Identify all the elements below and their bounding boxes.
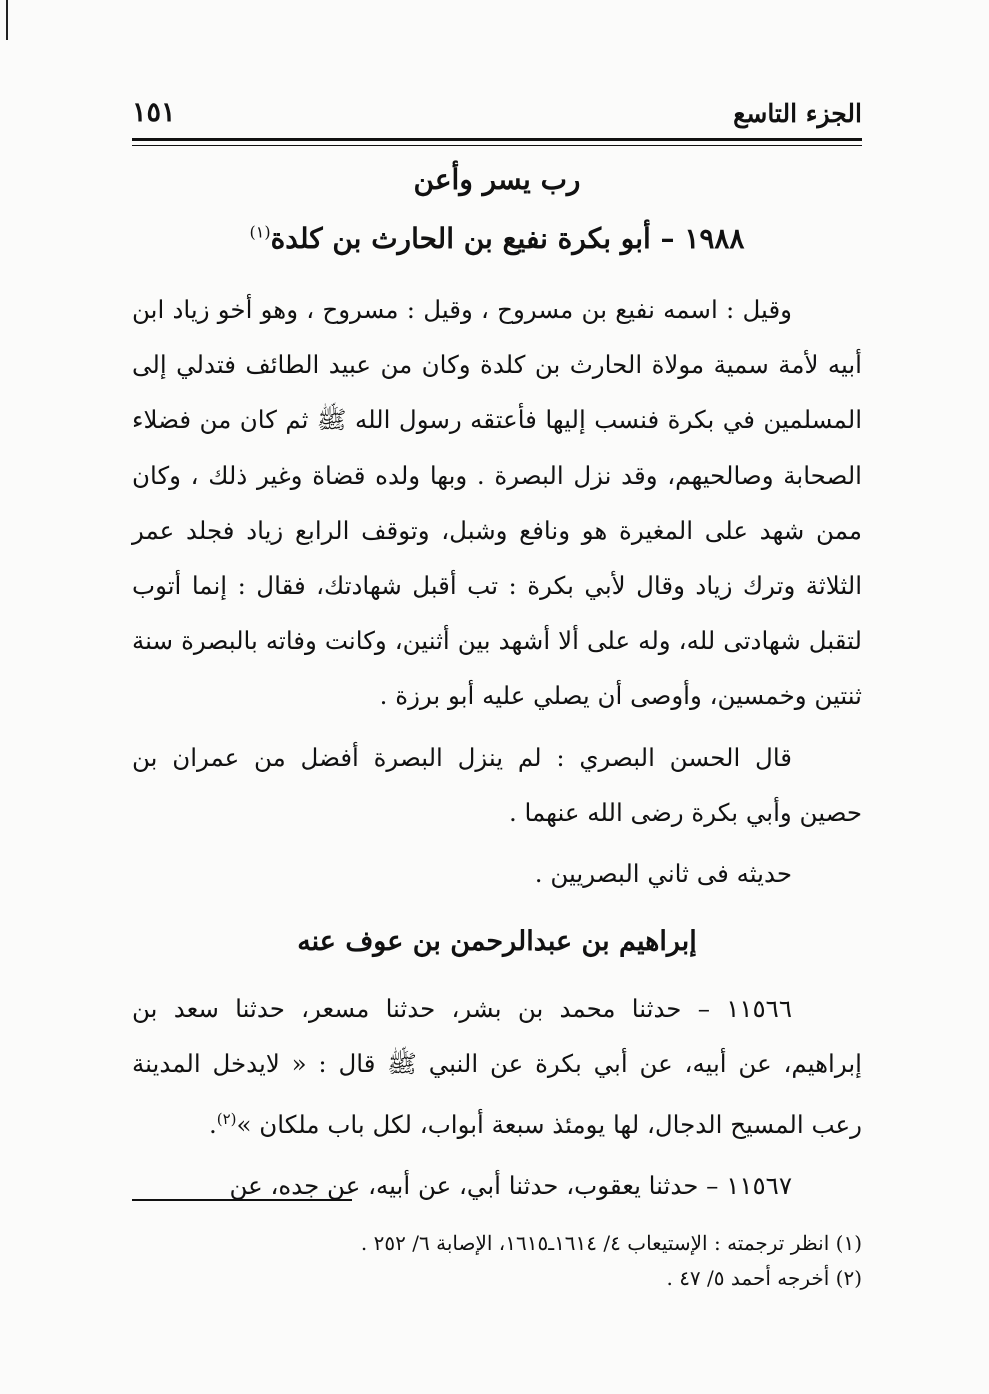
book-page bbox=[132, 0, 862, 1394]
main-text bbox=[132, 282, 862, 1213]
scan-edge-mark bbox=[6, 0, 8, 40]
hadith-text: – حدثنا يعقوب، حدثنا أبي، عن أبيه، عن جده، عن bbox=[229, 1171, 719, 1200]
biography-title bbox=[132, 222, 862, 255]
hadith-end: . bbox=[208, 1109, 217, 1139]
footnotes bbox=[132, 1226, 862, 1296]
biography-paragraph: حديثه فى ثاني البصريين . bbox=[534, 859, 792, 889]
hadith-entry bbox=[132, 1158, 862, 1213]
footnote: (٢) أخرجه أحمد ٥/ ٤٧ . bbox=[666, 1266, 862, 1290]
hadith-entry bbox=[132, 981, 862, 1152]
section-title: إبراهيم بن عبدالرحمن بن عوف عنه bbox=[297, 926, 697, 958]
biography-paragraph: قال الحسن البصري : لم ينزل البصرة أفضل من عمران بن حصين وأبي بكرة رضى الله عنهما . bbox=[132, 742, 862, 827]
footnote: (١) انظر ترجمته : الإستيعاب ٤/ ١٦١٤ـ١٦١٥، الإصابة ٦/ ٢٥٢ . bbox=[360, 1231, 862, 1255]
footnote-separator bbox=[132, 1199, 352, 1201]
page-header bbox=[132, 88, 862, 128]
biography-title-text: ١٩٨٨ – أبو بكرة نفيع بن الحارث بن كلدة bbox=[270, 222, 745, 255]
hadith-number: ١١٥٦٦ bbox=[726, 994, 792, 1024]
biography-paragraph: وقيل : اسمه نفيع بن مسروح ، وقيل : مسروح ، وهو أخو زياد ابن أبيه لأمة سمية مولاة الحارث بن كلدة وكان من عبيد الطائف فتدلي إلى المسلمين في بكرة فنسب إليها فأعتقه رسول الله ﷺ ثم كان من فضلاء الصحابة وصالحيهم، وقد نزل البصرة . وبها ولده قضاة وغير ذلك ، وكان ممن شهد على المغيرة هو ونافع وشبل، وتوقف الرابع زياد فجلد عمر الثلاثة وترك زياد وقال لأبي بكرة : تب أقبل شهادتك، فقال : إنما أتوب لتقبل شهادتى لله، وله على ألا أشهد بين أثنين، وكانت وفاته بالبصرة سنة ثنتين وخمسين، وأوصى أن يصلي عليه أبو برزة . bbox=[132, 295, 862, 711]
invocation: رب يسر وأعن bbox=[413, 163, 581, 196]
footnote-ref-1: (١) bbox=[249, 222, 271, 242]
hadith-number: ١١٥٦٧ bbox=[726, 1171, 792, 1200]
page-number: ١٥١ bbox=[132, 97, 176, 128]
header-rule bbox=[132, 138, 862, 141]
hadith-text: – حدثنا محمد بن بشر، حدثنا مسعر، حدثنا سعد بن إبراهيم، عن أبيه، عن أبي بكرة عن النبي ﷺ قال : « لايدخل المدينة رعب المسيح الدجال، لها يومئذ سبعة أبواب، لكل باب ملكان » bbox=[132, 994, 862, 1139]
running-title: الجزء التاسع bbox=[733, 99, 862, 128]
header-rule-thin bbox=[132, 145, 862, 146]
footnote-ref-2: (٢) bbox=[216, 1109, 237, 1128]
